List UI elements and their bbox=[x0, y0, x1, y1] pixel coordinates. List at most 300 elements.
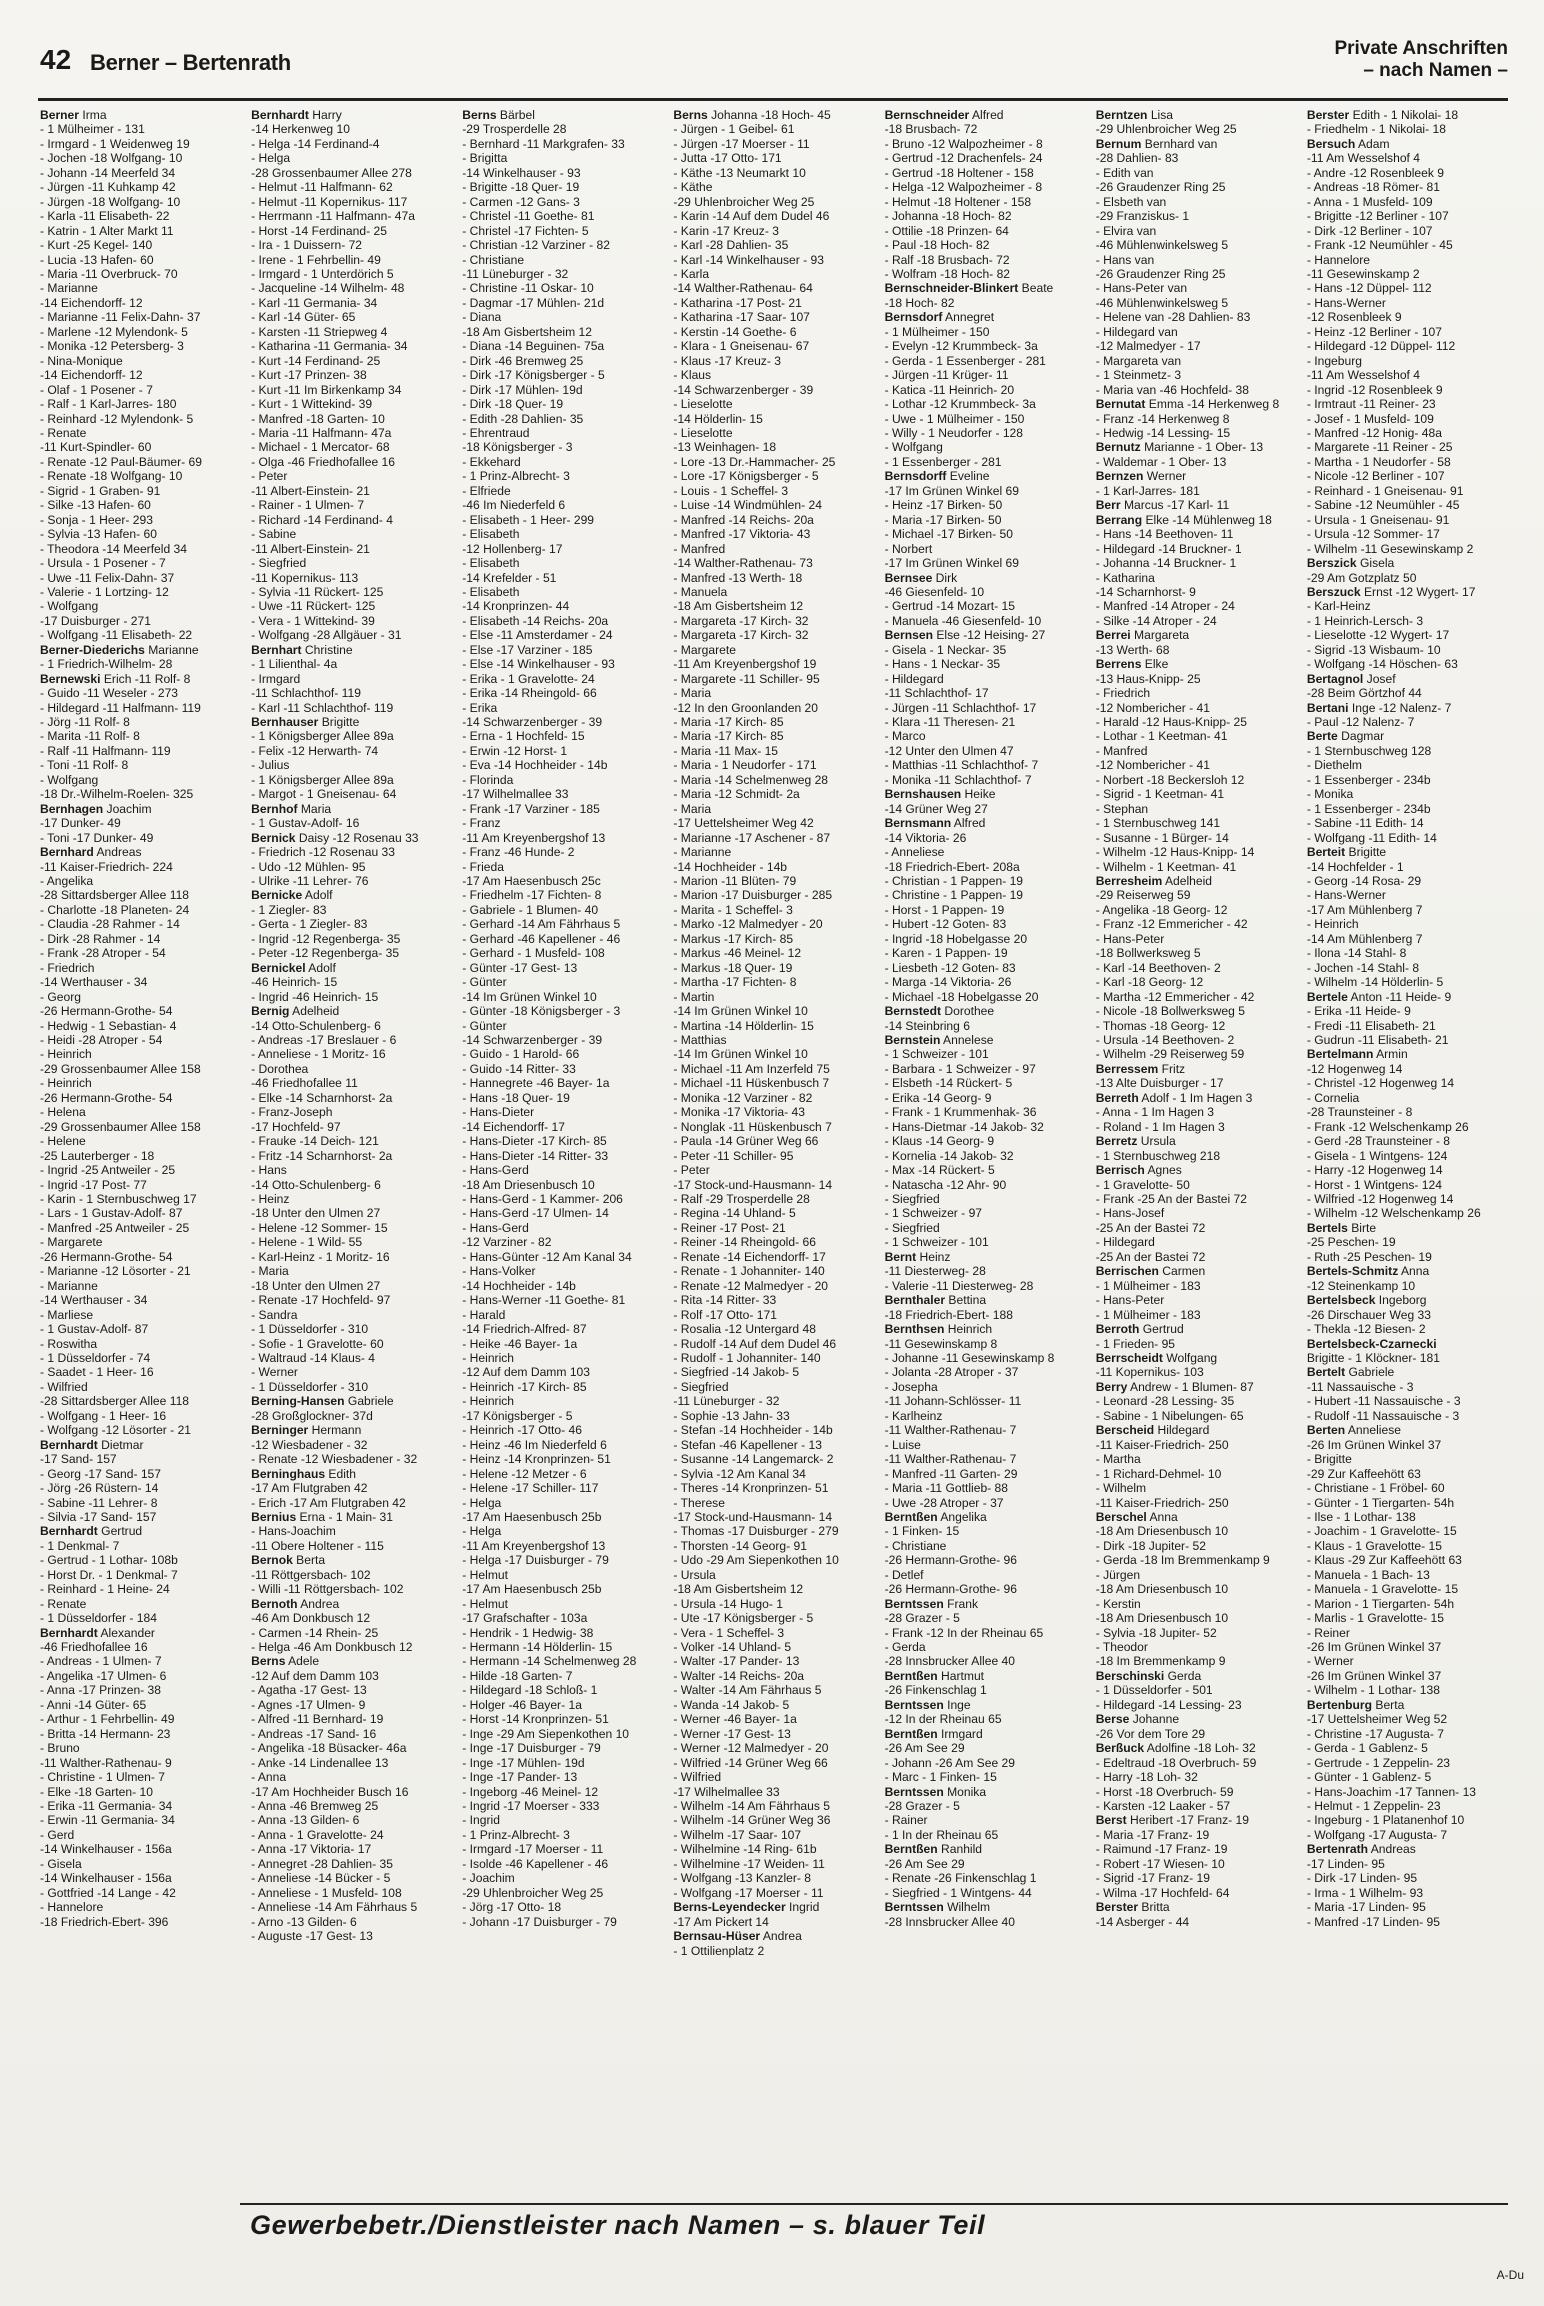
surname: Berte bbox=[1306, 729, 1338, 744]
entry-text: - Gerhard -46 Kapellener - 46 bbox=[462, 931, 621, 946]
entry-text: - Wolfgang -12 Lösorter - 21 bbox=[40, 1423, 192, 1438]
entry-text: - Hans -12 Düppel- 112 bbox=[1306, 281, 1432, 296]
entry-text: - Anna -17 Prinzen- 38 bbox=[40, 1683, 162, 1698]
entry-text: - Wilfried bbox=[673, 1770, 722, 1785]
entry-text: - Karla bbox=[673, 266, 710, 281]
listing-entry bbox=[1307, 571, 1508, 585]
entry-text: - 1 Mülheimer - 183 bbox=[1095, 1278, 1201, 1293]
listing-entry bbox=[1096, 195, 1297, 209]
entry-text: -29 Uhlenbroicher Weg 25 bbox=[462, 1885, 604, 1900]
listing-entry bbox=[1096, 888, 1297, 902]
listing-entry bbox=[462, 1741, 663, 1755]
listing-entry bbox=[885, 1409, 1086, 1423]
listing-columns bbox=[40, 108, 1508, 2193]
listing-entry bbox=[462, 1134, 663, 1148]
entry-text: -26 Im Grünen Winkel 37 bbox=[1306, 1640, 1442, 1655]
listing-entry bbox=[1096, 1799, 1297, 1813]
entry-text: Daisy -12 Rosenau 33 bbox=[295, 830, 419, 845]
entry-text: - Helene van -28 Dahlien- 83 bbox=[1095, 310, 1251, 325]
entry-text: - Gertrud - 1 Lothar- 108b bbox=[40, 1553, 178, 1568]
entry-text: - Gertrude - 1 Zeppelin- 23 bbox=[1306, 1755, 1451, 1770]
entry-text: - Wolfgang -17 Augusta- 7 bbox=[1306, 1827, 1448, 1842]
listing-entry bbox=[40, 1105, 241, 1119]
listing-entry bbox=[1096, 383, 1297, 397]
entry-text: - Michael - 1 Mercator- 68 bbox=[251, 440, 390, 455]
listing-heading bbox=[1096, 1351, 1297, 1365]
listing-entry bbox=[1096, 571, 1297, 585]
listing-entry bbox=[251, 1120, 452, 1134]
listing-entry bbox=[673, 1308, 874, 1322]
entry-text: Anna bbox=[1146, 1509, 1178, 1524]
entry-text: Gertrud bbox=[1139, 1322, 1184, 1337]
entry-text: - Agnes -17 Ulmen- 9 bbox=[251, 1697, 366, 1712]
entry-text: - Carmen -14 Rhein- 25 bbox=[251, 1625, 379, 1640]
entry-text: - Wilhelm -14 Grüner Weg 36 bbox=[673, 1813, 831, 1828]
listing-entry bbox=[1096, 1727, 1297, 1741]
entry-text: - Leonard -28 Lessing- 35 bbox=[1095, 1394, 1235, 1409]
listing-entry bbox=[1096, 672, 1297, 686]
entry-text: Werner bbox=[1143, 469, 1187, 484]
listing-entry bbox=[673, 455, 874, 469]
entry-text: - Bernhard -11 Markgrafen- 33 bbox=[462, 136, 625, 151]
listing-entry bbox=[885, 151, 1086, 165]
surname: Berntssen bbox=[884, 1900, 944, 1915]
entry-text: - Wolfgang bbox=[40, 772, 99, 787]
entry-text: - Michael -18 Hobelgasse 20 bbox=[884, 989, 1039, 1004]
listing-column-5 bbox=[885, 108, 1086, 2193]
entry-text: Bernhard van bbox=[1141, 136, 1218, 151]
entry-text: - Heike -46 Bayer- 1a bbox=[462, 1336, 578, 1351]
entry-text: - Andreas -18 Römer- 81 bbox=[1306, 180, 1440, 195]
surname: Bernstedt bbox=[884, 1004, 942, 1019]
entry-text: -28 Grazer - 5 bbox=[884, 1799, 960, 1814]
listing-entry bbox=[462, 1568, 663, 1582]
listing-entry bbox=[462, 715, 663, 729]
entry-text: -46 Im Niederfeld 6 bbox=[462, 498, 566, 513]
listing-entry bbox=[40, 1597, 241, 1611]
listing-entry bbox=[673, 1669, 874, 1683]
entry-text: - Ira - 1 Duissern- 72 bbox=[251, 238, 363, 253]
entry-text: - Manfred -25 Antweiler - 25 bbox=[40, 1220, 190, 1235]
entry-text: -18 Friedrich-Ebert- 396 bbox=[40, 1914, 169, 1929]
entry-text: Andreas bbox=[1368, 1842, 1416, 1857]
listing-entry bbox=[462, 1120, 663, 1134]
listing-entry bbox=[40, 166, 241, 180]
listing-heading bbox=[1096, 1741, 1297, 1755]
entry-text: - Marga -14 Viktoria- 26 bbox=[884, 975, 1012, 990]
surname: Berning-Hansen bbox=[251, 1394, 345, 1409]
listing-entry bbox=[673, 874, 874, 888]
listing-entry bbox=[1307, 281, 1508, 295]
listing-entry bbox=[673, 195, 874, 209]
surname: Berntßen bbox=[884, 1509, 938, 1524]
listing-entry bbox=[885, 354, 1086, 368]
entry-text: -26 Graudenzer Ring 25 bbox=[1095, 180, 1226, 195]
listing-entry bbox=[673, 1597, 874, 1611]
listing-entry bbox=[462, 1799, 663, 1813]
listing-entry bbox=[673, 1192, 874, 1206]
entry-text: - 1 Richard-Dehmel- 10 bbox=[1095, 1466, 1222, 1481]
listing-entry bbox=[1307, 773, 1508, 787]
entry-text: - Marianne bbox=[40, 281, 98, 296]
entry-text: - Udo -12 Mühlen- 95 bbox=[251, 859, 366, 874]
surname: Berntßen bbox=[884, 1842, 938, 1857]
entry-text: - Erna - 1 Hochfeld- 15 bbox=[462, 729, 585, 744]
entry-text: - Marianne -11 Felix-Dahn- 37 bbox=[40, 310, 201, 325]
entry-text: - Hans-Dieter -14 Ritter- 33 bbox=[462, 1148, 609, 1163]
entry-text: - Margareta van bbox=[1095, 353, 1182, 368]
listing-entry bbox=[885, 513, 1086, 527]
entry-text: - Anneliese -14 Am Fährhaus 5 bbox=[251, 1900, 418, 1915]
entry-text: - Ute -17 Königsberger - 5 bbox=[673, 1611, 814, 1626]
listing-entry bbox=[885, 1091, 1086, 1105]
entry-text: - Jürgen -11 Krüger- 11 bbox=[884, 368, 1009, 383]
listing-heading bbox=[673, 1929, 874, 1943]
entry-text: - Max -14 Rückert- 5 bbox=[884, 1163, 995, 1178]
entry-text: Adelheid bbox=[289, 1004, 340, 1019]
listing-entry bbox=[462, 1524, 663, 1538]
listing-entry bbox=[885, 1178, 1086, 1192]
listing-entry bbox=[1307, 657, 1508, 671]
entry-text: - 1 In der Rheinau 65 bbox=[884, 1827, 999, 1842]
listing-entry bbox=[1096, 686, 1297, 700]
entry-text: - Helena bbox=[40, 1105, 86, 1120]
running-title: Berner – Bertenrath bbox=[90, 50, 291, 75]
surname: Berschinski bbox=[1095, 1668, 1165, 1683]
entry-text: -11 Kurt-Spindler- 60 bbox=[40, 440, 152, 455]
entry-text: -18 Bollwerksweg 5 bbox=[1095, 946, 1201, 961]
surname: Bertenburg bbox=[1306, 1697, 1373, 1712]
listing-entry bbox=[673, 990, 874, 1004]
listing-entry bbox=[673, 715, 874, 729]
entry-text: - Hildegard bbox=[884, 671, 944, 686]
listing-heading bbox=[885, 281, 1086, 295]
listing-entry bbox=[1096, 946, 1297, 960]
listing-entry bbox=[1307, 1394, 1508, 1408]
entry-text: - 1 Schweizer - 97 bbox=[884, 1206, 983, 1221]
entry-text: - Margareta -17 Kirch- 32 bbox=[673, 628, 809, 643]
entry-text: - Bruno bbox=[40, 1741, 80, 1756]
listing-entry bbox=[462, 224, 663, 238]
listing-entry bbox=[462, 1033, 663, 1047]
entry-text: - Heinz -12 Berliner - 107 bbox=[1306, 324, 1442, 339]
listing-entry bbox=[462, 628, 663, 642]
listing-entry bbox=[251, 946, 452, 960]
entry-text: - 1 Prinz-Albrecht- 3 bbox=[462, 469, 570, 484]
entry-text: - Heinz -46 Im Niederfeld 6 bbox=[462, 1437, 607, 1452]
entry-text: -17 Grafschafter - 103a bbox=[462, 1611, 588, 1626]
listing-entry bbox=[251, 599, 452, 613]
entry-text: -11 Kaiser-Friedrich- 250 bbox=[1095, 1437, 1229, 1452]
entry-text: - Rudolf - 1 Johanniter- 140 bbox=[673, 1350, 821, 1365]
surname: Berry bbox=[1095, 1379, 1128, 1394]
listing-entry bbox=[673, 354, 874, 368]
listing-entry bbox=[1307, 831, 1508, 845]
listing-entry bbox=[40, 1206, 241, 1220]
listing-entry bbox=[1307, 1206, 1508, 1220]
entry-text: - Horst -14 Ferdinand- 25 bbox=[251, 223, 387, 238]
listing-entry bbox=[1307, 1553, 1508, 1567]
entry-text: - Gerd -28 Traunsteiner - 8 bbox=[1306, 1134, 1451, 1149]
entry-text: - Heinz -14 Kronprinzen- 51 bbox=[462, 1452, 611, 1467]
entry-text: - Renate -18 Wolfgang- 10 bbox=[40, 469, 183, 484]
entry-text: - Waltraud -14 Klaus- 4 bbox=[251, 1350, 376, 1365]
entry-text: - Erika -14 Georg- 9 bbox=[884, 1090, 992, 1105]
listing-entry bbox=[462, 744, 663, 758]
entry-text: - Hubert -12 Goten- 83 bbox=[884, 917, 1007, 932]
surname: Berszuck bbox=[1306, 584, 1361, 599]
listing-entry bbox=[462, 1076, 663, 1090]
listing-heading bbox=[1096, 1669, 1297, 1683]
entry-text: - Elke -14 Scharnhorst- 2a bbox=[251, 1090, 393, 1105]
entry-text: - Marianne bbox=[40, 1278, 98, 1293]
entry-text: -11 Schlachthof- 119 bbox=[251, 686, 361, 701]
entry-text: - Martina -14 Hölderlin- 15 bbox=[673, 1018, 814, 1033]
entry-text: - Raimund -17 Franz- 19 bbox=[1095, 1842, 1228, 1857]
listing-entry bbox=[673, 122, 874, 136]
listing-entry bbox=[1307, 1915, 1508, 1929]
entry-text: -17 Wilhelmallee 33 bbox=[462, 787, 569, 802]
listing-entry bbox=[462, 1582, 663, 1596]
listing-entry bbox=[673, 729, 874, 743]
entry-text: - Britta -14 Hermann- 23 bbox=[40, 1726, 171, 1741]
entry-text: - Wilhelm -29 Reiserweg 59 bbox=[1095, 1047, 1245, 1062]
listing-heading bbox=[1096, 1380, 1297, 1394]
entry-text: - Elke -18 Garten- 10 bbox=[40, 1784, 153, 1799]
listing-entry bbox=[1307, 224, 1508, 238]
listing-entry bbox=[462, 975, 663, 989]
listing-entry bbox=[251, 1481, 452, 1495]
listing-entry bbox=[1096, 1076, 1297, 1090]
listing-entry bbox=[462, 1264, 663, 1278]
entry-text: - Karl -11 Germania- 34 bbox=[251, 295, 378, 310]
entry-text: - Margot - 1 Gneisenau- 64 bbox=[251, 787, 397, 802]
entry-text: - Olaf - 1 Posener - 7 bbox=[40, 382, 153, 397]
listing-entry bbox=[1096, 715, 1297, 729]
surname: Berrisch bbox=[1095, 1163, 1145, 1178]
surname: Bernhart bbox=[251, 642, 302, 657]
entry-text: - Horst - 1 Pappen- 19 bbox=[884, 902, 1005, 917]
listing-entry bbox=[885, 672, 1086, 686]
surname: Berressem bbox=[1095, 1061, 1159, 1076]
entry-text: - Anneliese bbox=[884, 845, 945, 860]
entry-text: -13 Alte Duisburger - 17 bbox=[1095, 1076, 1224, 1091]
entry-text: -11 Lüneburger - 32 bbox=[673, 1394, 780, 1409]
listing-entry bbox=[462, 1423, 663, 1437]
entry-text: - Hermann -14 Hölderlin- 15 bbox=[462, 1640, 613, 1655]
surname: Bernsen bbox=[884, 628, 933, 643]
entry-text: -14 Eichendorff- 17 bbox=[462, 1119, 565, 1134]
entry-text: Agnes bbox=[1144, 1163, 1182, 1178]
listing-entry bbox=[1307, 1250, 1508, 1264]
listing-entry bbox=[673, 614, 874, 628]
listing-entry bbox=[673, 556, 874, 570]
listing-heading bbox=[1307, 1698, 1508, 1712]
listing-entry bbox=[673, 1871, 874, 1885]
entry-text: Ranhild bbox=[937, 1842, 983, 1857]
entry-text: -12 Hollenberg- 17 bbox=[462, 541, 563, 556]
surname: Berrei bbox=[1095, 628, 1131, 643]
entry-text: - Stephan bbox=[1095, 801, 1149, 816]
listing-heading bbox=[1307, 845, 1508, 859]
listing-entry bbox=[673, 1062, 874, 1076]
entry-text: - Regina -14 Uhland- 5 bbox=[673, 1206, 796, 1221]
entry-text: Hermann bbox=[308, 1423, 362, 1438]
listing-entry bbox=[673, 267, 874, 281]
entry-text: - Anneliese - 1 Musfeld- 108 bbox=[251, 1885, 402, 1900]
listing-entry bbox=[673, 1640, 874, 1654]
listing-entry bbox=[1096, 224, 1297, 238]
entry-text: Birte bbox=[1347, 1220, 1377, 1235]
listing-heading bbox=[1096, 628, 1297, 642]
entry-text: - Sandra bbox=[251, 1307, 298, 1322]
listing-entry bbox=[462, 1785, 663, 1799]
listing-entry bbox=[673, 845, 874, 859]
listing-entry bbox=[1096, 1496, 1297, 1510]
entry-text: - 1 Düsseldorfer - 310 bbox=[251, 1322, 369, 1337]
entry-text: - 1 Mülheimer - 150 bbox=[884, 324, 990, 339]
entry-text: - Elsbeth -14 Rückert- 5 bbox=[884, 1076, 1013, 1091]
listing-entry bbox=[1096, 1568, 1297, 1582]
listing-entry bbox=[1096, 1438, 1297, 1452]
listing-entry bbox=[1096, 932, 1297, 946]
entry-text: - Dirk -46 Bremweg 25 bbox=[462, 353, 584, 368]
entry-text: Brigitte bbox=[318, 715, 360, 730]
entry-text: - Rolf -17 Otto- 171 bbox=[673, 1307, 777, 1322]
listing-entry bbox=[462, 180, 663, 194]
listing-entry bbox=[40, 860, 241, 874]
entry-text: - Inge -17 Duisburger - 79 bbox=[462, 1741, 601, 1756]
listing-entry bbox=[885, 1206, 1086, 1220]
entry-text: - Maria -12 Schmidt- 2a bbox=[673, 787, 800, 802]
listing-entry bbox=[40, 281, 241, 295]
listing-entry bbox=[1307, 469, 1508, 483]
listing-entry bbox=[251, 1539, 452, 1553]
entry-text: - Jürgen -17 Moerser - 11 bbox=[673, 136, 810, 151]
entry-text: - Gisela bbox=[40, 1856, 82, 1871]
entry-text: -11 Diesterweg- 28 bbox=[884, 1264, 986, 1279]
listing-entry bbox=[251, 729, 452, 743]
listing-entry bbox=[251, 1235, 452, 1249]
entry-text: - Wilhelm -17 Saar- 107 bbox=[673, 1827, 802, 1842]
listing-heading bbox=[1096, 513, 1297, 527]
listing-entry bbox=[885, 585, 1086, 599]
entry-text: - Agatha -17 Gest- 13 bbox=[251, 1683, 367, 1698]
listing-entry bbox=[885, 556, 1086, 570]
entry-text: - Richard -14 Ferdinand- 4 bbox=[251, 512, 393, 527]
listing-entry bbox=[40, 917, 241, 931]
listing-entry bbox=[1096, 729, 1297, 743]
entry-text: - Ingrid -25 Antweiler - 25 bbox=[40, 1163, 176, 1178]
entry-text: - 1 Finken- 15 bbox=[884, 1524, 960, 1539]
listing-entry bbox=[251, 498, 452, 512]
listing-entry bbox=[40, 1467, 241, 1481]
listing-entry bbox=[251, 1264, 452, 1278]
listing-entry bbox=[1307, 1062, 1508, 1076]
entry-text: - Willy - 1 Neudorfer - 128 bbox=[884, 425, 1024, 440]
listing-entry bbox=[885, 1756, 1086, 1770]
listing-entry bbox=[885, 1539, 1086, 1553]
listing-entry bbox=[251, 253, 452, 267]
listing-entry bbox=[40, 1770, 241, 1784]
listing-entry bbox=[885, 122, 1086, 136]
listing-entry bbox=[673, 151, 874, 165]
listing-entry bbox=[462, 599, 663, 613]
entry-text: -17 Am Flutgraben 42 bbox=[251, 1481, 368, 1496]
listing-entry bbox=[1096, 643, 1297, 657]
listing-entry bbox=[885, 455, 1086, 469]
listing-entry bbox=[1096, 1654, 1297, 1668]
entry-text: - Ursula -12 Sommer- 17 bbox=[1306, 527, 1440, 542]
entry-text: - Hedwig -14 Lessing- 15 bbox=[1095, 425, 1231, 440]
listing-entry bbox=[40, 1394, 241, 1408]
listing-entry bbox=[1307, 1597, 1508, 1611]
entry-text: - Markus -18 Quer- 19 bbox=[673, 960, 793, 975]
entry-text: - Silke -13 Hafen- 60 bbox=[40, 498, 151, 513]
listing-entry bbox=[673, 585, 874, 599]
entry-text: - Hildegard -11 Halfmann- 119 bbox=[40, 700, 201, 715]
entry-text: - Wilhelmine -17 Weiden- 11 bbox=[673, 1856, 825, 1871]
entry-text: -17 Dunker- 49 bbox=[40, 816, 121, 831]
entry-text: - 1 Gustav-Adolf- 16 bbox=[251, 816, 360, 831]
listing-entry bbox=[462, 1409, 663, 1423]
listing-entry bbox=[1307, 1322, 1508, 1336]
entry-text: - Reinhard -12 Mylendonk- 5 bbox=[40, 411, 194, 426]
entry-text: - Waldemar - 1 Ober- 13 bbox=[1095, 454, 1227, 469]
listing-entry bbox=[673, 1380, 874, 1394]
entry-text: - Manuela bbox=[673, 584, 728, 599]
entry-text: - Ingeburg bbox=[1306, 353, 1362, 368]
entry-text: - Valerie - 1 Lortzing- 12 bbox=[40, 584, 169, 599]
entry-text: - Nicole -12 Berliner - 107 bbox=[1306, 469, 1445, 484]
listing-entry bbox=[462, 1149, 663, 1163]
listing-heading bbox=[40, 672, 241, 686]
entry-text: Maria bbox=[297, 801, 332, 816]
listing-entry bbox=[1096, 180, 1297, 194]
entry-text: Anton -11 Heide- 9 bbox=[1347, 989, 1452, 1004]
listing-entry bbox=[40, 383, 241, 397]
listing-entry bbox=[885, 1062, 1086, 1076]
entry-text: - Siegfried bbox=[884, 1220, 940, 1235]
listing-entry bbox=[462, 701, 663, 715]
listing-entry bbox=[1307, 122, 1508, 136]
page-number: 42 bbox=[40, 44, 72, 75]
entry-text: - Lars - 1 Gustav-Adolf- 87 bbox=[40, 1206, 183, 1221]
entry-text: Wolfgang bbox=[1162, 1350, 1218, 1365]
entry-text: - Karen - 1 Pappen- 19 bbox=[884, 946, 1008, 961]
listing-entry bbox=[1307, 599, 1508, 613]
listing-entry bbox=[251, 1091, 452, 1105]
listing-entry bbox=[1096, 310, 1297, 324]
listing-entry bbox=[885, 860, 1086, 874]
listing-entry bbox=[673, 513, 874, 527]
listing-entry bbox=[251, 1452, 452, 1466]
entry-text: - Hildegard -14 Bruckner- 1 bbox=[1095, 541, 1242, 556]
entry-text: -11 Röttgersbach- 102 bbox=[251, 1567, 371, 1582]
listing-entry bbox=[251, 1900, 452, 1914]
listing-entry bbox=[885, 368, 1086, 382]
entry-text: - Jürgen -11 Kuhkamp 42 bbox=[40, 180, 176, 195]
entry-text: - Holger -46 Bayer- 1a bbox=[462, 1697, 582, 1712]
listing-entry bbox=[885, 1105, 1086, 1119]
entry-text: - Angelika -17 Ulmen- 6 bbox=[40, 1668, 167, 1683]
entry-text: - Peter bbox=[251, 469, 288, 484]
surname: Bernzen bbox=[1095, 469, 1144, 484]
entry-text: - Wolfgang -11 Edith- 14 bbox=[1306, 830, 1437, 845]
entry-text: Armin bbox=[1373, 1047, 1408, 1062]
listing-entry bbox=[673, 1047, 874, 1061]
entry-text: -14 Scharnhorst- 9 bbox=[1095, 584, 1196, 599]
